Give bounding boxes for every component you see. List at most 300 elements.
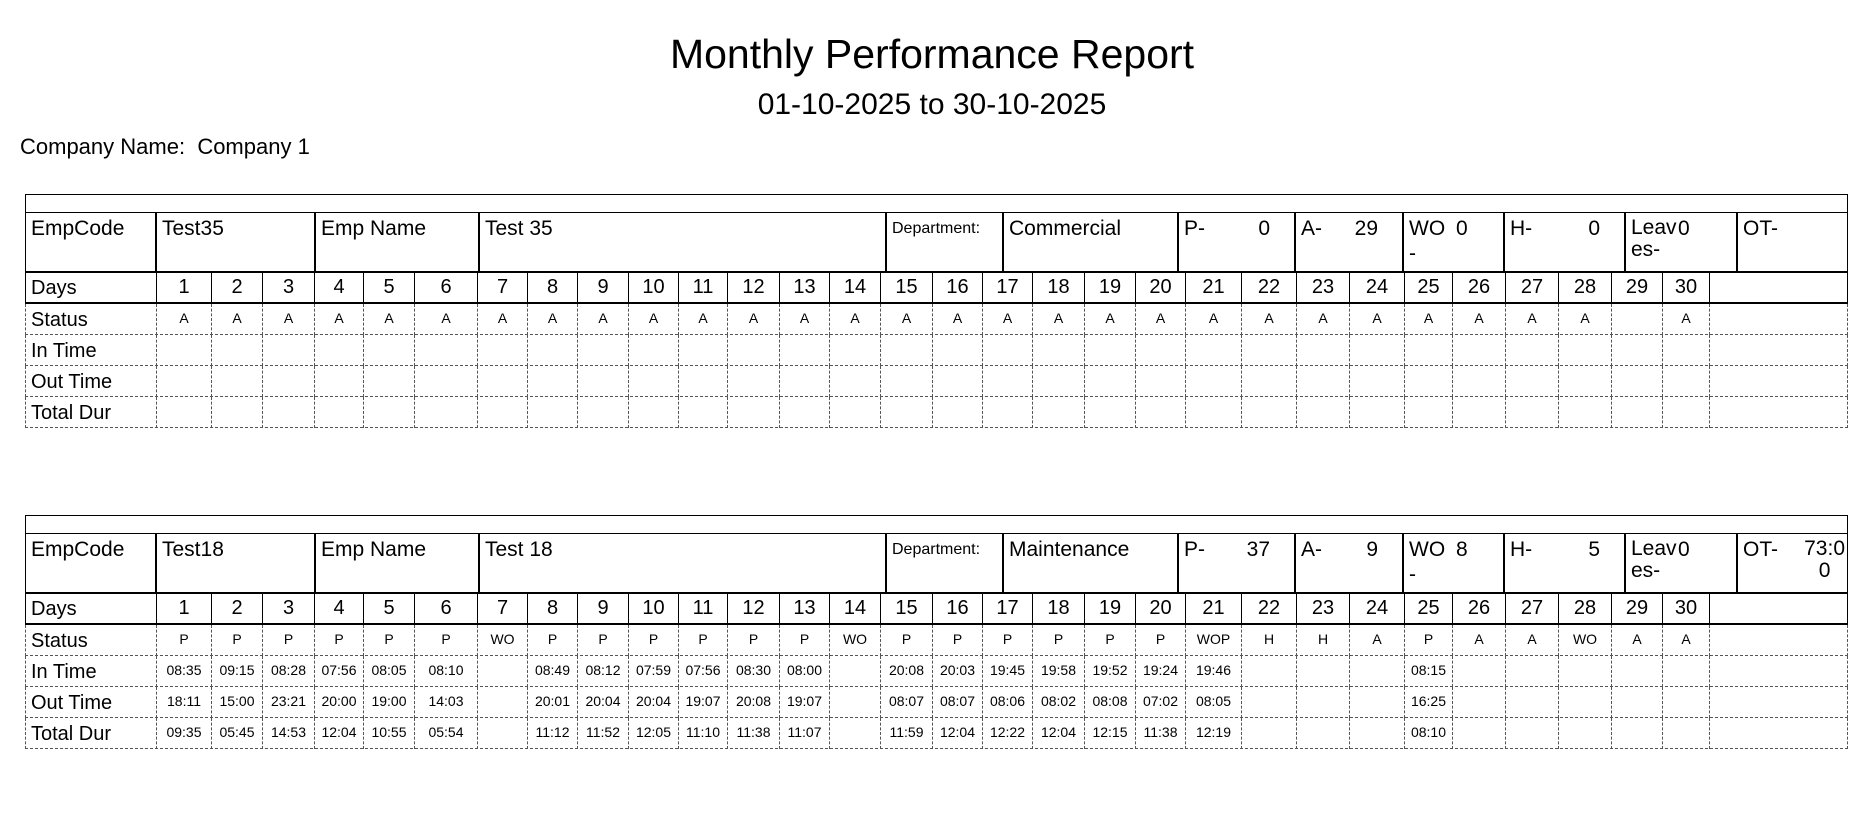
out-time-value	[1405, 366, 1453, 397]
status-label: Status	[31, 630, 88, 652]
out-time-value	[1710, 687, 1764, 718]
total-dur-value	[1136, 397, 1186, 428]
header-label-a: A-	[1301, 217, 1322, 240]
in-time-value	[1033, 335, 1085, 366]
day-number: 7	[478, 594, 528, 623]
total-dur-value	[830, 718, 881, 749]
out-time-value: 08:05	[1186, 687, 1242, 718]
day-number: 2	[212, 594, 263, 623]
status-value: H	[1242, 625, 1297, 656]
total-dur-value: 12:05	[629, 718, 679, 749]
day-number: 27	[1506, 273, 1559, 302]
total-dur-value	[881, 397, 933, 428]
out-time-value	[1242, 366, 1297, 397]
total-dur-value	[1453, 718, 1506, 749]
header-label-ot: OT-	[1743, 538, 1778, 561]
in-time-value: 19:58	[1033, 656, 1085, 687]
total-dur-value	[1033, 397, 1085, 428]
out-time-value	[1186, 366, 1242, 397]
in-time-value	[415, 335, 478, 366]
day-number: 14	[830, 273, 881, 302]
in-time-value	[1663, 656, 1710, 687]
in-time-value	[679, 335, 728, 366]
day-number: 25	[1405, 273, 1453, 302]
status-value: P	[1033, 625, 1085, 656]
status-value: A	[881, 304, 933, 335]
header-label-dept: Department:	[892, 541, 981, 558]
header-label-wo: WO	[1409, 538, 1446, 561]
total-dur-value	[1297, 718, 1350, 749]
header-cell-code	[157, 533, 316, 592]
status-value: WOP	[1186, 625, 1242, 656]
day-number: 8	[528, 273, 578, 302]
out-time-value: 23:21	[263, 687, 315, 718]
out-time-value	[1136, 366, 1186, 397]
header-cell-empname	[316, 533, 480, 592]
header-cell-dept	[887, 533, 1004, 592]
out-time-value	[1559, 687, 1612, 718]
days-row	[25, 273, 1848, 304]
in-time-value	[212, 335, 263, 366]
in-time-value	[1710, 335, 1764, 366]
header-count-a: 9	[1366, 538, 1378, 561]
day-number: 14	[830, 594, 881, 623]
row-label-cell	[26, 366, 157, 397]
header-cell-empname	[316, 212, 480, 271]
header-cell-lv	[1626, 533, 1738, 592]
report-period: 01-10-2025 to 30-10-2025	[757, 88, 1107, 121]
out-time-value	[1297, 366, 1350, 397]
out-time-value: 19:07	[679, 687, 728, 718]
in-time-value: 08:30	[728, 656, 780, 687]
total-dur-value: 11:07	[780, 718, 830, 749]
in-time-value	[1085, 335, 1136, 366]
in-time-value: 19:24	[1136, 656, 1186, 687]
out-time-value	[1033, 366, 1085, 397]
in-time-value: 08:28	[263, 656, 315, 687]
day-number: 6	[415, 273, 478, 302]
total-dur-value	[1612, 718, 1663, 749]
in-time-value	[1453, 656, 1506, 687]
day-number: 18	[1033, 273, 1085, 302]
in-time-value	[1136, 335, 1186, 366]
day-number: 22	[1242, 273, 1297, 302]
out-time-value	[933, 366, 983, 397]
out-time-value: 19:07	[780, 687, 830, 718]
day-number: 28	[1559, 594, 1612, 623]
out-time-value: 19:00	[364, 687, 415, 718]
total-dur-value: 11:52	[578, 718, 629, 749]
status-value: A	[1242, 304, 1297, 335]
out-time-value	[478, 366, 528, 397]
in-time-value	[1405, 335, 1453, 366]
row-label-cell	[26, 304, 157, 335]
out-time-value: 15:00	[212, 687, 263, 718]
header-cell-deptv	[1004, 212, 1179, 271]
total-dur-value	[415, 397, 478, 428]
out-time-value	[1350, 366, 1405, 397]
status-row	[25, 304, 1848, 335]
status-value: WO	[1559, 625, 1612, 656]
header-label-h: H-	[1510, 538, 1533, 561]
out-time-value	[1242, 687, 1297, 718]
row-label-cell	[26, 625, 157, 656]
header-count-wo: 0	[1456, 217, 1468, 240]
out-time-value: 20:04	[629, 687, 679, 718]
header-count-wo: 8	[1456, 538, 1468, 561]
in-time-value	[1453, 335, 1506, 366]
out-time-value	[830, 687, 881, 718]
total-dur-value	[1663, 718, 1710, 749]
status-value: A	[157, 304, 212, 335]
total-dur-row	[25, 718, 1848, 749]
wo-dash: -	[1409, 242, 1416, 265]
status-value: A	[1506, 304, 1559, 335]
day-number: 11	[679, 273, 728, 302]
status-value: P	[983, 625, 1033, 656]
day-number: 3	[263, 273, 315, 302]
in-time-value	[1612, 335, 1663, 366]
status-value: A	[1663, 304, 1710, 335]
total-dur-value	[728, 397, 780, 428]
out-time-label: Out Time	[31, 692, 113, 714]
out-time-value	[1612, 366, 1663, 397]
status-value: A	[578, 304, 629, 335]
out-time-value: 07:02	[1136, 687, 1186, 718]
header-label-a: A-	[1301, 538, 1322, 561]
in-time-value	[1559, 335, 1612, 366]
out-time-value	[830, 366, 881, 397]
total-dur-value: 12:04	[933, 718, 983, 749]
total-dur-value	[1186, 397, 1242, 428]
day-number: 29	[1612, 594, 1663, 623]
day-number: 22	[1242, 594, 1297, 623]
day-number: 25	[1405, 594, 1453, 623]
status-value: P	[1085, 625, 1136, 656]
total-dur-value	[830, 397, 881, 428]
status-value: WO	[478, 625, 528, 656]
header-cell-empcode	[26, 533, 157, 592]
status-value: P	[212, 625, 263, 656]
total-dur-value	[578, 397, 629, 428]
total-dur-value	[212, 397, 263, 428]
header-cell-name	[480, 533, 887, 592]
status-value: P	[364, 625, 415, 656]
header-value-name: Test 18	[485, 538, 553, 561]
day-number: 21	[1186, 594, 1242, 623]
day-number: 17	[983, 273, 1033, 302]
out-time-value: 08:02	[1033, 687, 1085, 718]
in-time-value	[315, 335, 364, 366]
out-time-row	[25, 366, 1848, 397]
out-time-value	[1350, 687, 1405, 718]
in-time-value	[728, 335, 780, 366]
total-dur-value	[1350, 718, 1405, 749]
day-number: 24	[1350, 273, 1405, 302]
total-dur-value	[933, 397, 983, 428]
days-row	[25, 594, 1848, 625]
total-dur-value: 12:04	[315, 718, 364, 749]
out-time-value	[629, 366, 679, 397]
in-time-value	[1612, 656, 1663, 687]
day-number: 13	[780, 273, 830, 302]
out-time-value	[1085, 366, 1136, 397]
total-dur-value: 05:54	[415, 718, 478, 749]
in-time-value	[1710, 656, 1764, 687]
in-time-value	[478, 335, 528, 366]
in-time-value	[1506, 335, 1559, 366]
status-value: A	[1297, 304, 1350, 335]
out-time-value	[1297, 687, 1350, 718]
header-cell-a	[1296, 533, 1404, 592]
out-time-value	[364, 366, 415, 397]
out-time-value	[1710, 366, 1764, 397]
header-label-empname: Emp Name	[321, 538, 427, 561]
total-dur-value	[315, 397, 364, 428]
out-time-value: 20:08	[728, 687, 780, 718]
day-number: 9	[578, 273, 629, 302]
day-number: 10	[629, 594, 679, 623]
status-value: P	[881, 625, 933, 656]
day-number: 19	[1085, 273, 1136, 302]
day-number: 27	[1506, 594, 1559, 623]
header-cell-p	[1179, 212, 1296, 271]
out-time-value	[983, 366, 1033, 397]
in-time-row	[25, 656, 1848, 687]
status-value: A	[1350, 304, 1405, 335]
status-value: A	[679, 304, 728, 335]
total-dur-value	[1559, 397, 1612, 428]
in-time-value	[263, 335, 315, 366]
day-number	[1710, 273, 1764, 302]
status-value: P	[1405, 625, 1453, 656]
out-time-value	[315, 366, 364, 397]
status-value: A	[478, 304, 528, 335]
day-number: 13	[780, 594, 830, 623]
out-time-value	[1663, 687, 1710, 718]
in-time-value	[1350, 335, 1405, 366]
header-count-lv: 0	[1678, 538, 1690, 561]
status-value: P	[933, 625, 983, 656]
status-value: A	[1405, 304, 1453, 335]
total-dur-value: 12:19	[1186, 718, 1242, 749]
status-label: Status	[31, 309, 88, 331]
in-time-value	[1297, 335, 1350, 366]
status-value: A	[1663, 625, 1710, 656]
total-dur-value: 11:38	[1136, 718, 1186, 749]
out-time-value	[263, 366, 315, 397]
day-number: 15	[881, 594, 933, 623]
day-number: 2	[212, 273, 263, 302]
in-time-label: In Time	[31, 661, 97, 683]
total-dur-value	[528, 397, 578, 428]
in-time-value	[478, 656, 528, 687]
day-number: 12	[728, 273, 780, 302]
day-number: 18	[1033, 594, 1085, 623]
total-dur-value	[629, 397, 679, 428]
total-dur-value	[1710, 397, 1764, 428]
day-number: 5	[364, 594, 415, 623]
status-value: A	[1085, 304, 1136, 335]
block-top-strip	[25, 515, 1848, 534]
in-time-value: 09:15	[212, 656, 263, 687]
wo-dash: -	[1409, 563, 1416, 586]
row-label-cell	[26, 397, 157, 428]
out-time-value: 20:00	[315, 687, 364, 718]
total-dur-value	[1663, 397, 1710, 428]
in-time-value	[528, 335, 578, 366]
status-value: A	[212, 304, 263, 335]
status-value: A	[528, 304, 578, 335]
status-value: P	[157, 625, 212, 656]
total-dur-value: 12:04	[1033, 718, 1085, 749]
out-time-value: 08:07	[881, 687, 933, 718]
header-label-lv: Leav es-	[1631, 216, 1677, 261]
status-value: P	[415, 625, 478, 656]
header-value-deptv: Maintenance	[1009, 538, 1130, 561]
total-dur-value: 12:15	[1085, 718, 1136, 749]
day-number: 20	[1136, 594, 1186, 623]
header-count-ot: 73:0 0	[1804, 537, 1845, 582]
in-time-value: 07:56	[315, 656, 364, 687]
out-time-value: 18:11	[157, 687, 212, 718]
day-number: 3	[263, 594, 315, 623]
header-label-ot: OT-	[1743, 217, 1778, 240]
day-number: 16	[933, 594, 983, 623]
company-line	[20, 133, 310, 161]
out-time-value	[1453, 687, 1506, 718]
status-value: A	[1033, 304, 1085, 335]
total-dur-value: 08:10	[1405, 718, 1453, 749]
out-time-value	[478, 687, 528, 718]
in-time-value: 20:03	[933, 656, 983, 687]
header-cell-a	[1296, 212, 1404, 271]
row-label-cell	[26, 656, 157, 687]
status-value: A	[263, 304, 315, 335]
total-dur-value: 10:55	[364, 718, 415, 749]
total-dur-value	[983, 397, 1033, 428]
header-label-dept: Department:	[892, 220, 981, 237]
in-time-value: 19:46	[1186, 656, 1242, 687]
header-cell-deptv	[1004, 533, 1179, 592]
status-value: P	[679, 625, 728, 656]
in-time-value	[1242, 656, 1297, 687]
employee-block	[25, 515, 1848, 751]
in-time-value	[1186, 335, 1242, 366]
status-value: WO	[830, 625, 881, 656]
status-value: A	[1559, 304, 1612, 335]
in-time-row	[25, 335, 1848, 366]
header-cell-h	[1505, 212, 1626, 271]
day-number: 21	[1186, 273, 1242, 302]
out-time-value	[1663, 366, 1710, 397]
out-time-value: 08:06	[983, 687, 1033, 718]
day-number: 11	[679, 594, 728, 623]
days-label: Days	[31, 598, 77, 620]
in-time-value: 08:00	[780, 656, 830, 687]
in-time-value	[1506, 656, 1559, 687]
status-value: P	[315, 625, 364, 656]
in-time-value: 08:10	[415, 656, 478, 687]
total-dur-value	[1453, 397, 1506, 428]
day-number: 9	[578, 594, 629, 623]
header-cell-h	[1505, 533, 1626, 592]
header-cell-code	[157, 212, 316, 271]
total-dur-value: 11:38	[728, 718, 780, 749]
header-label-empname: Emp Name	[321, 217, 427, 240]
day-number: 5	[364, 273, 415, 302]
total-dur-label: Total Dur	[31, 723, 112, 745]
status-value: P	[578, 625, 629, 656]
day-number: 23	[1297, 273, 1350, 302]
out-time-value	[528, 366, 578, 397]
status-value: A	[983, 304, 1033, 335]
day-number: 24	[1350, 594, 1405, 623]
out-time-row	[25, 687, 1848, 718]
total-dur-value	[157, 397, 212, 428]
day-number: 6	[415, 594, 478, 623]
header-cell-ot	[1738, 533, 1849, 592]
out-time-value	[1453, 366, 1506, 397]
status-value: A	[364, 304, 415, 335]
day-number: 30	[1663, 273, 1710, 302]
out-time-value	[881, 366, 933, 397]
day-number: 28	[1559, 273, 1612, 302]
header-value-code: Test35	[162, 217, 224, 240]
in-time-value: 07:56	[679, 656, 728, 687]
out-time-value: 08:07	[933, 687, 983, 718]
in-time-value	[933, 335, 983, 366]
header-cell-ot	[1738, 212, 1849, 271]
status-value: A	[1350, 625, 1405, 656]
out-time-value	[1559, 366, 1612, 397]
header-cell-wo	[1404, 212, 1505, 271]
day-number: 23	[1297, 594, 1350, 623]
day-number: 8	[528, 594, 578, 623]
out-time-value	[157, 366, 212, 397]
in-time-value	[1663, 335, 1710, 366]
out-time-value	[780, 366, 830, 397]
header-cell-lv	[1626, 212, 1738, 271]
header-count-h: 5	[1588, 538, 1600, 561]
day-number: 1	[157, 594, 212, 623]
total-dur-value	[679, 397, 728, 428]
out-time-value	[1506, 687, 1559, 718]
out-time-value	[578, 366, 629, 397]
header-count-h: 0	[1588, 217, 1600, 240]
in-time-value: 08:15	[1405, 656, 1453, 687]
company-name: Company 1	[197, 134, 310, 159]
out-time-value: 08:08	[1085, 687, 1136, 718]
header-label-empcode: EmpCode	[31, 538, 125, 561]
days-label-cell	[26, 594, 157, 623]
status-value: P	[263, 625, 315, 656]
day-number: 29	[1612, 273, 1663, 302]
day-number: 12	[728, 594, 780, 623]
day-number: 4	[315, 594, 364, 623]
block-top-strip	[25, 194, 1848, 213]
header-label-p: P-	[1184, 538, 1205, 561]
total-dur-value: 11:59	[881, 718, 933, 749]
total-dur-value: 09:35	[157, 718, 212, 749]
out-time-value	[1506, 366, 1559, 397]
in-time-value	[830, 656, 881, 687]
status-value: A	[1186, 304, 1242, 335]
status-value: A	[830, 304, 881, 335]
in-time-value: 19:45	[983, 656, 1033, 687]
in-time-value	[780, 335, 830, 366]
total-dur-value: 11:10	[679, 718, 728, 749]
